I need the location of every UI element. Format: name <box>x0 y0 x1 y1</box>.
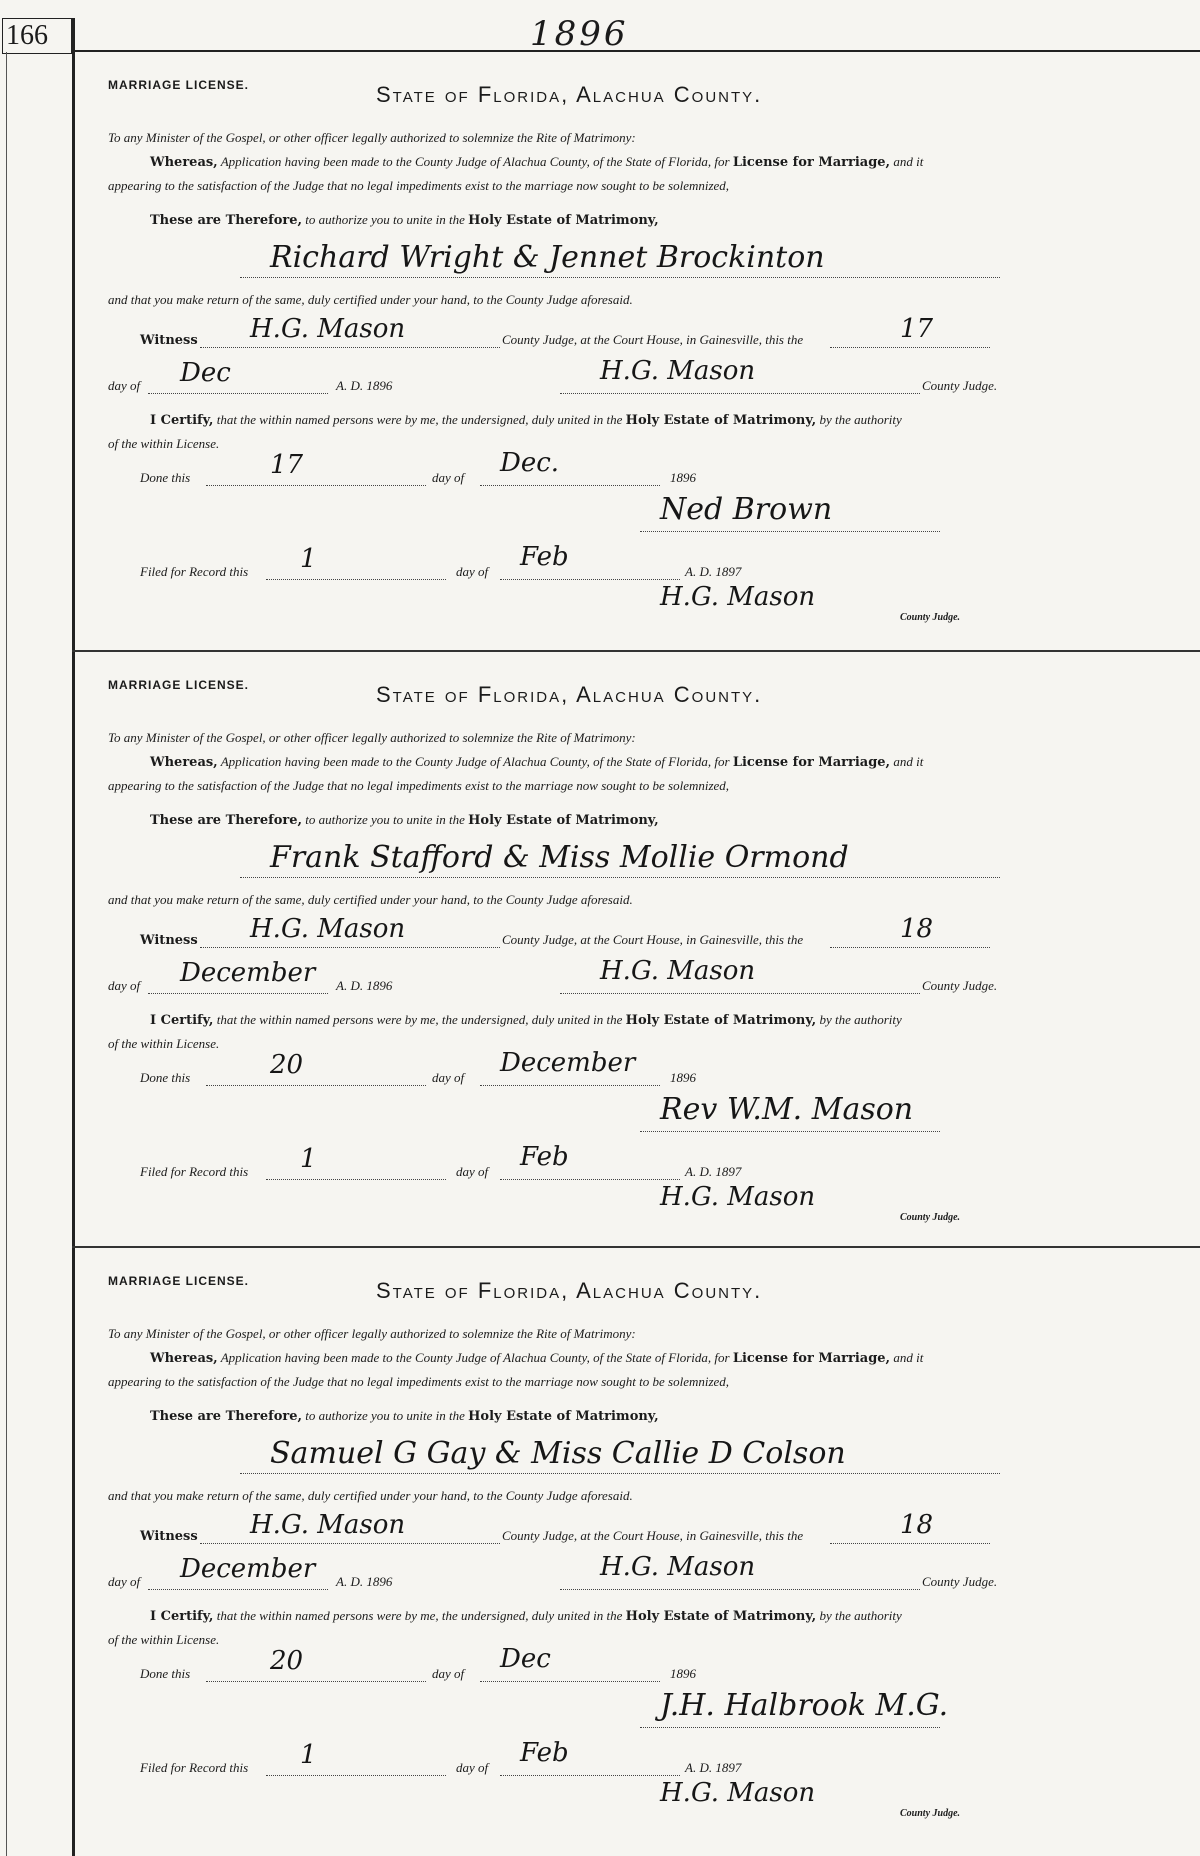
filed-day: 1 <box>300 1144 317 1174</box>
done-month-line <box>480 1680 660 1682</box>
done-year-label <box>670 1070 696 1086</box>
done-day-of-label: day of <box>432 1666 465 1681</box>
filed-label: Filed for Record this <box>140 1760 249 1775</box>
page-number: 166 <box>6 20 48 51</box>
certify-word: I Certify, <box>150 1609 214 1624</box>
witness-judge-signature: H.G. Mason <box>250 314 406 344</box>
holy-estate: Holy Estate of Matrimony, <box>468 213 659 228</box>
license-for-marriage: License for Marriage, <box>732 1351 891 1366</box>
whereas-text: Application having been made to the County Judge of Alachua County, of the State of Florida, for <box>220 1350 730 1365</box>
officiant-signature: J.H. Halbrook M.G. <box>660 1688 949 1723</box>
therefore-line <box>150 1408 659 1424</box>
done-this-label: Done this <box>140 470 191 485</box>
done-day: 20 <box>270 1050 304 1080</box>
within-license-line: of the within License. <box>108 1632 220 1647</box>
license-label: MARRIAGE LICENSE. <box>108 678 250 692</box>
filed-day-line <box>266 578 446 580</box>
filing-judge-signature: H.G. Mason <box>660 1182 816 1212</box>
done-day-line <box>206 1680 426 1682</box>
whereas-end: and it <box>893 754 924 769</box>
return-line: and that you make return of the same, duly certified under your hand, to the County Judge aforesaid. <box>108 1488 633 1503</box>
day-of-label: day of <box>108 1574 141 1589</box>
issue-year-digit: 6 <box>385 978 393 993</box>
certify-word: I Certify, <box>150 413 214 428</box>
whereas-end: and it <box>893 154 924 169</box>
therefore-word: These are Therefore, <box>150 1409 303 1424</box>
filed-day-line <box>266 1774 446 1776</box>
witness-word: Witness <box>140 1529 198 1544</box>
margin-rule-outer <box>6 52 7 1856</box>
issue-day: 18 <box>900 1510 934 1540</box>
certify-end: by the authority <box>819 1012 902 1027</box>
parties-names: Samuel G Gay & Miss Callie D Colson <box>270 1436 846 1471</box>
certify-end: by the authority <box>819 412 902 427</box>
filed-day-of-label: day of <box>456 564 489 579</box>
judge-signature: H.G. Mason <box>600 1552 756 1582</box>
done-year-digit: 6 <box>689 470 696 485</box>
certify-line <box>150 412 902 428</box>
officiant-line <box>640 530 940 532</box>
filing-judge-signature: H.G. Mason <box>660 1778 816 1808</box>
whereas-line <box>150 754 923 770</box>
filed-year-digit: 7 <box>734 564 742 579</box>
judge-signature-line <box>560 392 920 394</box>
done-year-digit: 6 <box>689 1070 696 1085</box>
marriage-license-record <box>100 52 1180 642</box>
parties-names: Frank Stafford & Miss Mollie Ormond <box>270 840 849 875</box>
issue-month: December <box>180 958 316 988</box>
issue-year-digit: 6 <box>385 378 393 393</box>
issue-month-line <box>148 992 328 994</box>
filed-day-of-label: day of <box>456 1164 489 1179</box>
officiant-signature: Ned Brown <box>660 492 833 527</box>
done-year-prefix: 189 <box>670 1666 690 1681</box>
return-line: and that you make return of the same, duly certified under your hand, to the County Judge aforesaid. <box>108 892 633 907</box>
witness-word: Witness <box>140 333 198 348</box>
issue-day: 17 <box>900 314 934 344</box>
judge-signature-line <box>560 1588 920 1590</box>
therefore-word: These are Therefore, <box>150 813 303 828</box>
whereas-text: Application having been made to the County Judge of Alachua County, of the State of Florida, for <box>220 754 730 769</box>
state-title: State of Florida, Alachua County. <box>376 1278 763 1303</box>
parties-line <box>240 1472 1000 1474</box>
witness-word: Witness <box>140 933 198 948</box>
holy-estate-2: Holy Estate of Matrimony, <box>625 1013 817 1028</box>
court-house-line: County Judge, at the Court House, in Gainesville, this the <box>502 932 804 947</box>
whereas-word: Whereas, <box>150 1351 218 1366</box>
filed-year-digit: 7 <box>734 1760 742 1775</box>
done-day: 17 <box>270 450 304 480</box>
holy-estate-2: Holy Estate of Matrimony, <box>625 413 817 428</box>
filed-label: Filed for Record this <box>140 564 249 579</box>
filed-day: 1 <box>300 1740 317 1770</box>
filed-year-digit: 7 <box>734 1164 742 1179</box>
issue-ad-label <box>336 1574 392 1590</box>
done-year-digit: 6 <box>689 1666 696 1681</box>
filed-month: Feb <box>520 1142 569 1172</box>
state-title: State of Florida, Alachua County. <box>376 82 763 107</box>
certify-text: that the within named persons were by me, the undersigned, duly united in the <box>216 412 623 427</box>
address-line: To any Minister of the Gospel, or other officer legally authorized to solemnize the Rite of Matrimony: <box>108 130 636 145</box>
filed-ad-prefix: A. D. 189 <box>685 1760 735 1775</box>
done-year-label <box>670 470 696 486</box>
therefore-line <box>150 812 659 828</box>
holy-estate-2: Holy Estate of Matrimony, <box>625 1609 817 1624</box>
done-month: December <box>500 1048 636 1078</box>
issue-day-line <box>830 1542 990 1544</box>
done-day-line <box>206 484 426 486</box>
appearing-line: appearing to the satisfaction of the Judge that no legal impediments exist to the marriage now sought to be solemnized, <box>108 178 730 193</box>
therefore-text: to authorize you to unite in the <box>305 212 465 227</box>
county-judge-small-label: County Judge. <box>900 612 961 623</box>
officiant-line <box>640 1130 940 1132</box>
parties-line <box>240 876 1000 878</box>
filed-day: 1 <box>300 544 317 574</box>
issue-ad-label <box>336 378 392 394</box>
license-for-marriage: License for Marriage, <box>732 755 891 770</box>
witness-label-wrap <box>140 1528 198 1544</box>
witness-line <box>200 946 500 948</box>
whereas-line <box>150 1350 923 1366</box>
address-line: To any Minister of the Gospel, or other officer legally authorized to solemnize the Rite of Matrimony: <box>108 730 636 745</box>
license-for-marriage: License for Marriage, <box>732 155 891 170</box>
appearing-line: appearing to the satisfaction of the Judge that no legal impediments exist to the marriage now sought to be solemnized, <box>108 1374 730 1389</box>
therefore-line <box>150 212 659 228</box>
certify-text: that the within named persons were by me, the undersigned, duly united in the <box>216 1608 623 1623</box>
within-license-line: of the within License. <box>108 436 220 451</box>
filed-ad-label <box>685 1760 741 1776</box>
witness-label-wrap <box>140 932 198 948</box>
county-judge-small-label: County Judge. <box>900 1808 961 1819</box>
whereas-word: Whereas, <box>150 155 218 170</box>
address-line: To any Minister of the Gospel, or other officer legally authorized to solemnize the Rite of Matrimony: <box>108 1326 636 1341</box>
therefore-text: to authorize you to unite in the <box>305 812 465 827</box>
officiant-signature: Rev W.M. Mason <box>660 1092 914 1127</box>
county-judge-label: County Judge. <box>922 1574 998 1589</box>
filed-ad-prefix: A. D. 189 <box>685 564 735 579</box>
done-year-prefix: 189 <box>670 1070 690 1085</box>
issue-month-line <box>148 392 328 394</box>
done-day-line <box>206 1084 426 1086</box>
certify-end: by the authority <box>819 1608 902 1623</box>
return-line: and that you make return of the same, duly certified under your hand, to the County Judge aforesaid. <box>108 292 633 307</box>
within-license-line: of the within License. <box>108 1036 220 1051</box>
done-this-label: Done this <box>140 1666 191 1681</box>
county-judge-label: County Judge. <box>922 978 998 993</box>
issue-year-digit: 6 <box>385 1574 393 1589</box>
filed-month-line <box>500 578 680 580</box>
county-judge-label: County Judge. <box>922 378 998 393</box>
done-month: Dec. <box>500 448 560 478</box>
judge-signature: H.G. Mason <box>600 356 756 386</box>
witness-judge-signature: H.G. Mason <box>250 1510 406 1540</box>
judge-signature: H.G. Mason <box>600 956 756 986</box>
whereas-word: Whereas, <box>150 755 218 770</box>
county-judge-small-label: County Judge. <box>900 1212 961 1223</box>
filed-ad-label <box>685 564 741 580</box>
issue-day: 18 <box>900 914 934 944</box>
issue-ad-label <box>336 978 392 994</box>
done-year-label <box>670 1666 696 1682</box>
filed-day-line <box>266 1178 446 1180</box>
done-day-of-label: day of <box>432 470 465 485</box>
done-year-prefix: 189 <box>670 470 690 485</box>
done-this-label: Done this <box>140 1070 191 1085</box>
certify-line <box>150 1608 902 1624</box>
issue-day-line <box>830 346 990 348</box>
certify-text: that the within named persons were by me, the undersigned, duly united in the <box>216 1012 623 1027</box>
ad-prefix: A. D. 189 <box>336 978 386 993</box>
done-month-line <box>480 484 660 486</box>
whereas-end: and it <box>893 1350 924 1365</box>
therefore-word: These are Therefore, <box>150 213 303 228</box>
done-day: 20 <box>270 1646 304 1676</box>
holy-estate: Holy Estate of Matrimony, <box>468 1409 659 1424</box>
done-month-line <box>480 1084 660 1086</box>
witness-line <box>200 346 500 348</box>
filed-month: Feb <box>520 1738 569 1768</box>
marriage-license-record <box>100 1248 1180 1838</box>
whereas-text: Application having been made to the County Judge of Alachua County, of the State of Florida, for <box>220 154 730 169</box>
whereas-line <box>150 154 923 170</box>
license-label: MARRIAGE LICENSE. <box>108 78 250 92</box>
certify-line <box>150 1012 902 1028</box>
court-house-line: County Judge, at the Court House, in Gainesville, this the <box>502 1528 804 1543</box>
holy-estate: Holy Estate of Matrimony, <box>468 813 659 828</box>
appearing-line: appearing to the satisfaction of the Judge that no legal impediments exist to the marriage now sought to be solemnized, <box>108 778 730 793</box>
issue-month: December <box>180 1554 316 1584</box>
parties-line <box>240 276 1000 278</box>
margin-rule <box>72 18 75 1856</box>
filed-month: Feb <box>520 542 569 572</box>
filed-month-line <box>500 1774 680 1776</box>
witness-label-wrap <box>140 332 198 348</box>
ad-prefix: A. D. 189 <box>336 1574 386 1589</box>
witness-line <box>200 1542 500 1544</box>
day-of-label: day of <box>108 378 141 393</box>
witness-judge-signature: H.G. Mason <box>250 914 406 944</box>
judge-signature-line <box>560 992 920 994</box>
therefore-text: to authorize you to unite in the <box>305 1408 465 1423</box>
filing-judge-signature: H.G. Mason <box>660 582 816 612</box>
issue-day-line <box>830 946 990 948</box>
license-label: MARRIAGE LICENSE. <box>108 1274 250 1288</box>
done-day-of-label: day of <box>432 1070 465 1085</box>
certify-word: I Certify, <box>150 1013 214 1028</box>
done-month: Dec <box>500 1644 551 1674</box>
filed-label: Filed for Record this <box>140 1164 249 1179</box>
filed-day-of-label: day of <box>456 1760 489 1775</box>
filed-month-line <box>500 1178 680 1180</box>
ad-prefix: A. D. 189 <box>336 378 386 393</box>
court-house-line: County Judge, at the Court House, in Gainesville, this the <box>502 332 804 347</box>
issue-month: Dec <box>180 358 231 388</box>
day-of-label: day of <box>108 978 141 993</box>
state-title: State of Florida, Alachua County. <box>376 682 763 707</box>
officiant-line <box>640 1726 940 1728</box>
parties-names: Richard Wright & Jennet Brockinton <box>270 240 825 275</box>
marriage-license-record <box>100 652 1180 1242</box>
filed-ad-label <box>685 1164 741 1180</box>
filed-ad-prefix: A. D. 189 <box>685 1164 735 1179</box>
year-heading: 1896 <box>530 14 629 54</box>
issue-month-line <box>148 1588 328 1590</box>
